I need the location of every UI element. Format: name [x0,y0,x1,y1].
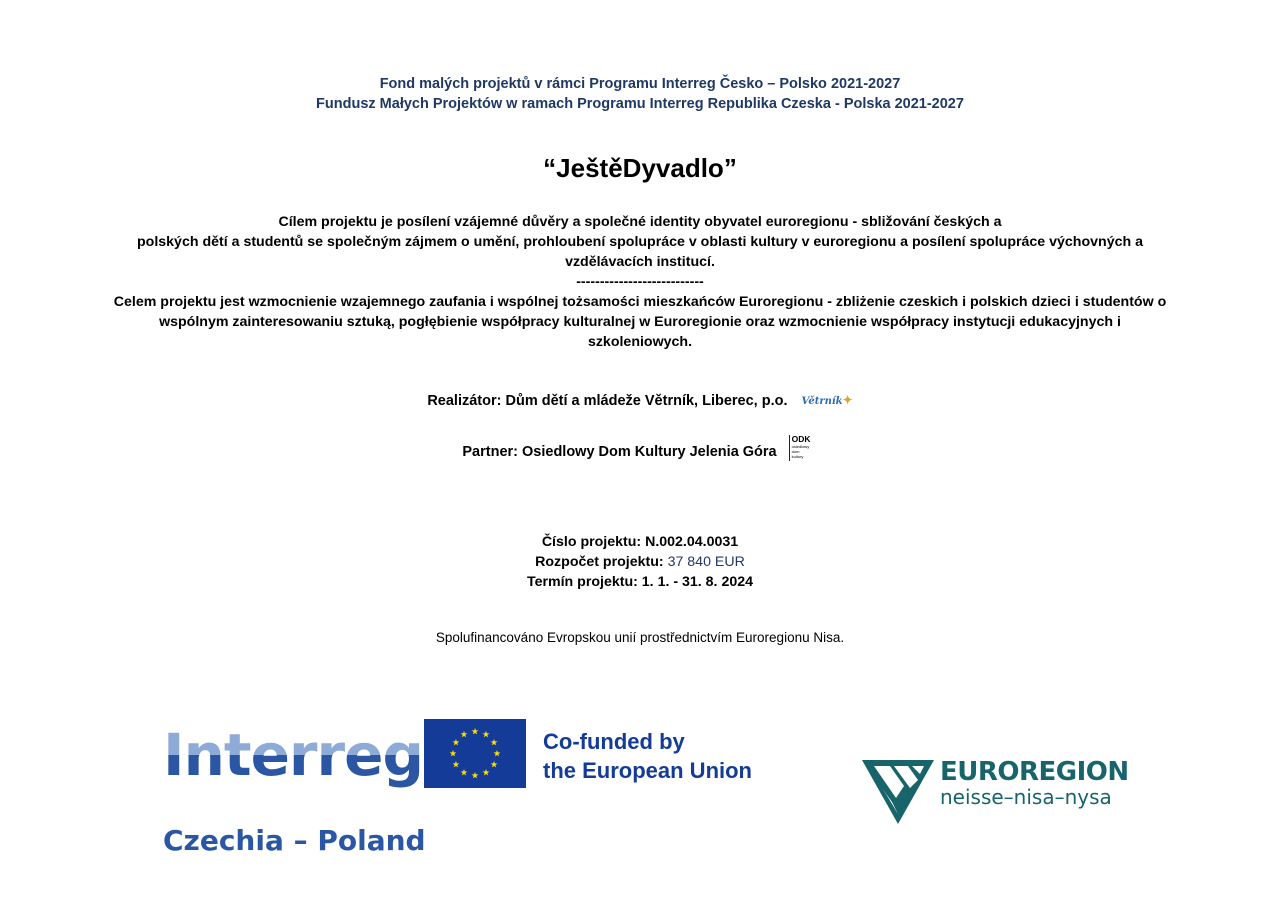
odk-logo [789,435,818,461]
eu-star-icon [494,750,501,757]
project-budget [0,552,1280,572]
euroregion-title: EUROREGION [940,757,1129,787]
project-term: Termín projektu: 1. 1. - 31. 8. 2024 [526,574,754,590]
description-cz-line2: polských dětí a studentů se společným zájmem o umění, prohloubení spolupráce v oblasti kultury v euroregionu a posílení spolupráce výchovných a [137,234,1143,250]
realizator-line [0,390,1280,412]
odk-logo-small-1: osiedlowy [791,444,810,449]
odk-logo-text: ODK [791,434,811,444]
odk-logo-small-3: kultury [791,454,804,459]
eu-star-icon [461,731,468,738]
eu-star-icon [483,769,490,776]
project-budget-value: 37 840 EUR [667,554,745,570]
eu-star-icon [483,731,490,738]
euroregion-subtitle: neisse–nisa–nysa [940,785,1112,809]
partner-text: Partner: Osiedlowy Dom Kultury Jelenia Góra [462,444,777,460]
eu-star-icon [491,761,498,768]
eu-flag-icon [424,719,526,788]
project-number: Číslo projektu: N.002.04.0031 [541,534,739,550]
vetrnik-logo [802,390,853,412]
description-pl-line2: wspólnym zainteresowaniu sztuką, pogłębienie współpracy kulturalnej w Euroregionie oraz wzmocnienie współpracy instytucji edukacyjnych i [159,314,1121,330]
pinwheel-icon: ✦ [842,393,853,407]
eu-cofunded-text [543,727,752,785]
description-pl-line1: Celem projektu jest wzmocnienie wzajemnego zaufania i wspólnej tożsamości mieszkańców Euroregionu - zbliżenie czeskich i polskich dzieci i studentów o [113,294,1167,310]
fund-title-pl: Fundusz Małych Projektów w ramach Programu Interreg Republika Czeska - Polska 2021-2027 [316,96,964,112]
partner-line [0,434,1280,465]
cofinanced-note: Spolufinancováno Evropskou unií prostřednictvím Euroregionu Nisa. [435,630,845,645]
eu-star-icon [491,739,498,746]
interreg-subtitle: Czechia – Poland [163,824,426,857]
description-pl-line3: szkoleniowych. [587,334,693,350]
eu-star-icon [472,728,479,735]
eu-text-line1: Co-funded by [543,729,685,754]
eu-stars-icon [424,719,526,788]
interreg-logo: Interreg [163,721,423,789]
eu-star-icon [450,750,457,757]
odk-logo-small-2: dom [791,449,800,454]
realizator-text: Realizátor: Dům dětí a mládeže Větrník, Liberec, p.o. [427,393,788,409]
description-separator: --------------------------- [576,274,704,290]
project-title: “JeštěDyvadlo” [543,153,737,183]
eu-star-icon [472,772,479,779]
eu-star-icon [453,761,460,768]
description-cz-line1: Cílem projektu je posílení vzájemné důvěry a společné identity obyvatel euroregionu - sbližování českých a [278,214,1002,230]
fund-title-cz: Fond malých projektů v rámci Programu Interreg Česko – Polsko 2021-2027 [379,76,901,92]
description-cz-line3: vzdělávacích institucí. [565,254,715,270]
project-budget-label: Rozpočet projektu: [535,554,668,570]
euroregion-emblem-icon [860,758,936,826]
vetrnik-logo-text: Větrník [801,396,843,407]
eu-text-line2: the European Union [543,758,752,783]
eu-star-icon [453,739,460,746]
eu-star-icon [461,769,468,776]
